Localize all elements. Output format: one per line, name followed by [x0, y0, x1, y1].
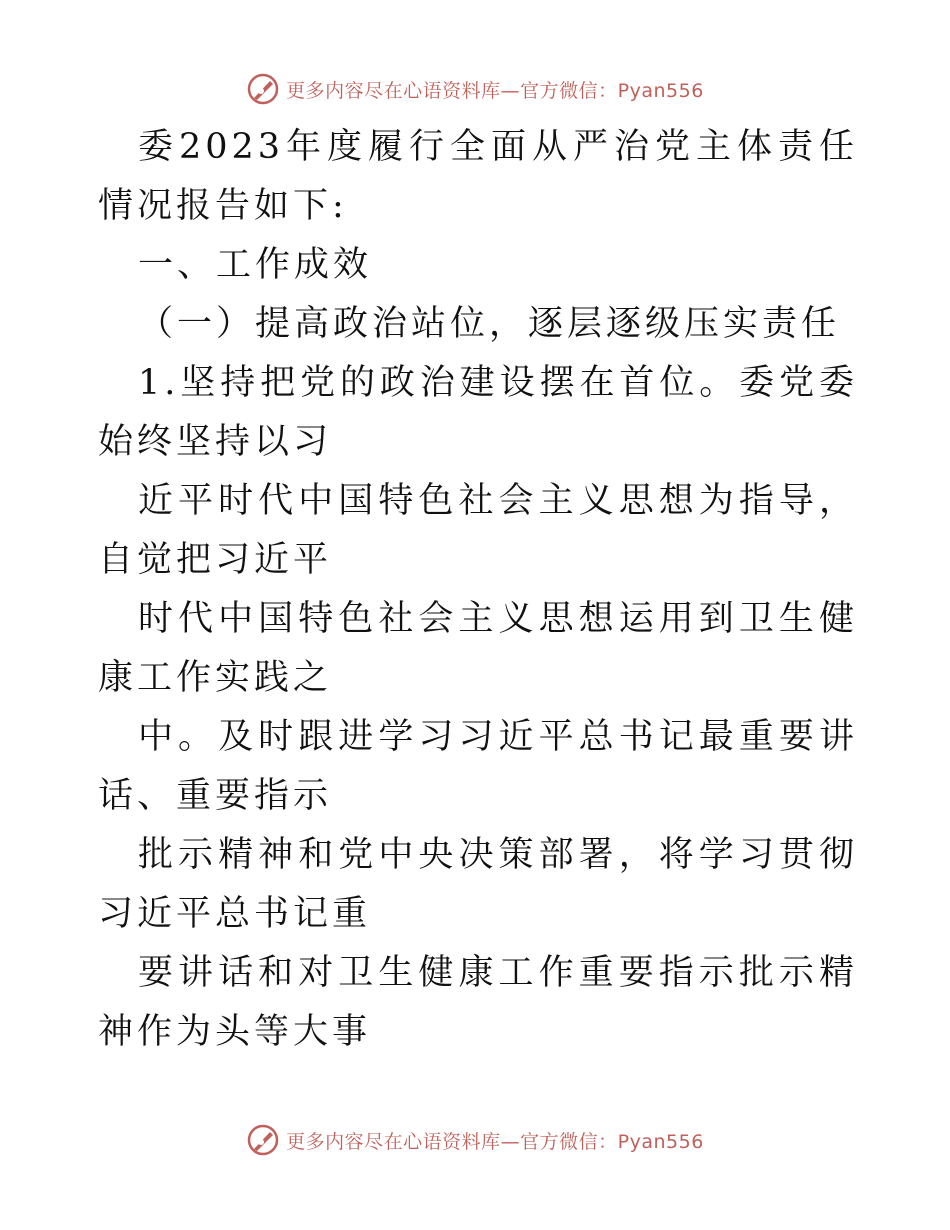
section-heading: 一、工作成效 — [138, 245, 373, 285]
paragraph-body: 1.坚持把党的政治建设摆在首位。委党委始终坚持以习 — [98, 363, 858, 462]
paragraph-body: 中。及时跟进学习习近平总书记最重要讲话、重要指示 — [98, 717, 858, 816]
pen-logo-icon — [246, 1123, 280, 1157]
paragraph-body: 要讲话和对卫生健康工作重要指示批示精神作为头等大事 — [98, 953, 858, 1052]
document-body — [98, 118, 858, 1062]
watermark-text: 更多内容尽在心语资料库—官方微信：Pyan556 — [286, 1130, 704, 1153]
watermark-text: 更多内容尽在心语资料库—官方微信：Pyan556 — [286, 79, 704, 102]
paragraph-body: 近平时代中国特色社会主义思想为指导，自觉把习近平 — [98, 481, 858, 580]
paragraph-body: 时代中国特色社会主义思想运用到卫生健康工作实践之 — [98, 599, 858, 698]
paragraph-intro: 委2023年度履行全面从严治党主体责任情况报告如下: — [98, 127, 858, 226]
watermark-header — [0, 72, 950, 106]
subsection-heading: （一）提高政治站位，逐层逐级压实责任 — [138, 304, 841, 344]
watermark-footer — [0, 1123, 950, 1157]
paragraph-body: 批示精神和党中央决策部署，将学习贯彻习近平总书记重 — [98, 835, 858, 934]
pen-logo-icon — [246, 72, 280, 106]
